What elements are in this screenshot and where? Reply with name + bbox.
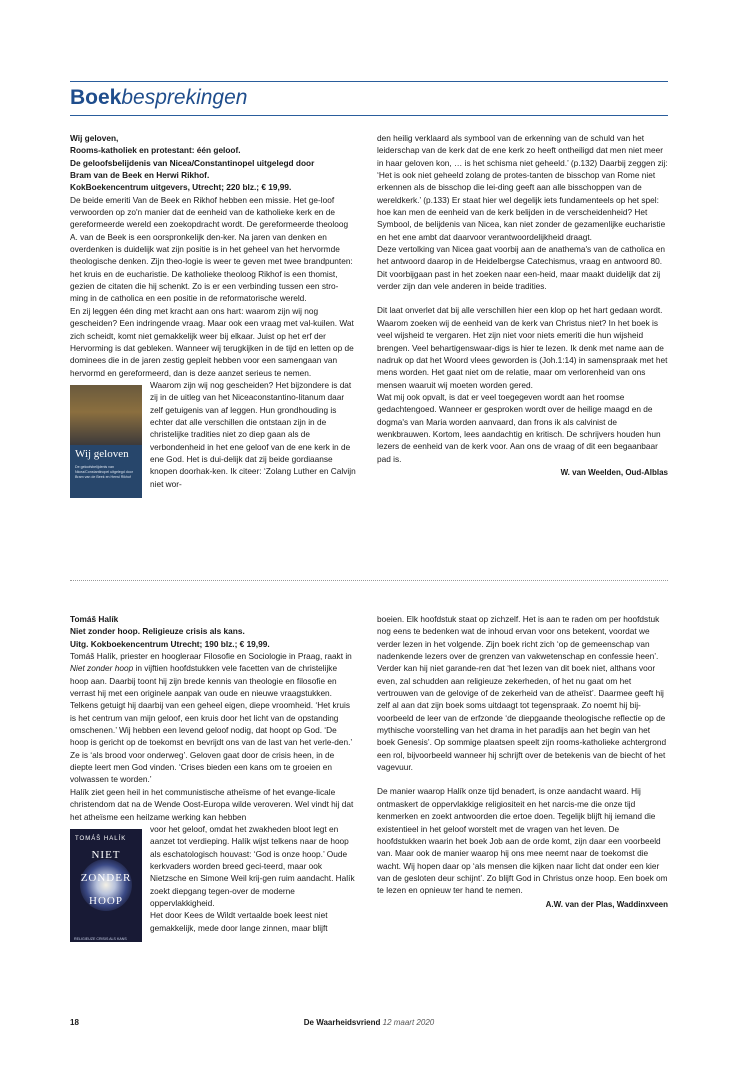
review1-title-line: Wij geloven, bbox=[70, 133, 119, 143]
review2-publisher-line: Uitg. Kokboekencentrum Utrecht; 190 blz.; € 19,99. bbox=[70, 638, 270, 649]
review-separator bbox=[70, 580, 668, 581]
review2-paragraph: De manier waarop Halík onze tijd benadert, is onze aandacht waard. Hij ontmaskert de oppervlakkige religiositeit en het narcis-me die onze tijd kenmerken en zoekt antwoorden die ertoe doen. Tegelijk blijft hij iemand die existentieel in het geloof worstelt met de vragen van het leven. De hoofdstukken waarin het boek Job aan de orde komt, zijn daar een voorbeeld van. Maar ook de manier waarop hij ons mee neemt naar de toekomst die wacht. Wij hopen daar op ‘als mensen die kijken naar licht dat onder een kier van de gesloten deur schijnt’. Zo blijft God in Christus onze hoop. Een boek om te lezen en opnieuw ter hand te nemen. bbox=[377, 786, 668, 896]
cover-title: Wij geloven bbox=[75, 447, 129, 460]
review2-left-column bbox=[70, 613, 356, 942]
review1-paragraph: En zij leggen één ding met kracht aan ons hart: waarom zijn wij nog gescheiden? Een indringende vraag. Maar ook een vraag met val-kuilen. Wat zich scheidt, komt niet gemakkelijk weer bij elkaar. Juist op het erf der Hervorming is dat gebleken. Wanneer wij terugkijken in de tijd en letten op de dominees die in de jaren zestig gepleit hebben voor een samengaan van hervormd en gereformeerd, dan is deze aanzet serieus te nemen. bbox=[70, 305, 354, 378]
review1-publisher-line: KokBoekencentrum uitgevers, Utrecht; 220 blz.; € 19,99. bbox=[70, 182, 292, 193]
review1-title-line: Bram van de Beek en Herwi Rikhof. bbox=[70, 170, 210, 181]
book-cover-image bbox=[70, 829, 142, 942]
section-heading-italic: besprekingen bbox=[121, 86, 248, 109]
review2-paragraph: Halík ziet geen heil in het communistische atheïsme of het evange-licale christendom dat na de Wende Oost-Europa wilde veroveren. Wel vindt hij dat het atheïsme een heilzame werking kan hebben bbox=[70, 786, 354, 822]
review1-paragraph: Dit laat onverlet dat bij alle verschillen hier een klop op het hart gedaan wordt. Waarom zoeken wij de eenheid van de kerk van Christus niet? In het boek is veel wijsheid te vergaren. Het zijn niet voor niets emeriti die hun wijsheid brengen. Veel behartigenswaar-digs is hier te lezen. Ik denk met name aan de nadruk op dat het Woord vlees geworden is (Joh.1:14) in samenspraak met het mens worden. Het gaat niet om de relatie, maar om verlorenheid van ons mensen waaruit wij moeten worden gered. bbox=[377, 305, 668, 390]
cover-title-word: HOOP bbox=[89, 894, 123, 907]
review1-left-column bbox=[70, 132, 356, 498]
page-number: 18 bbox=[70, 1018, 79, 1027]
review2-author: Tomáš Halík bbox=[70, 614, 119, 624]
review2-book-title: Niet zonder hoop bbox=[70, 663, 134, 674]
review2-paragraph: Het door Kees de Wildt vertaalde boek leest niet gemakkelijk, mede door lange zinnen, maar blijft bbox=[150, 910, 328, 933]
review1-right-column bbox=[377, 132, 668, 479]
review2-paragraph: voor het geloof, omdat het zwakheden bloot legt en aanzet tot verdieping. Halík wijst telkens naar de hoop als eschatologisch houvast: ‘God is onze hoop.’ Oude kerkvaders worden breed geci-teerd, maar ook Nietzsche en Simone Weil krij-gen ruim aandacht. Halík zoekt diepgang tegen-over de moderne oppervlakkigheid. bbox=[150, 823, 355, 908]
review2-wrap-text bbox=[150, 823, 356, 942]
review2-right-column bbox=[377, 613, 668, 911]
cover-artwork bbox=[70, 385, 142, 445]
review1-paragraph: De beide emeriti Van de Beek en Rikhof hebben een missie. Het ge-loof verwoorden op zo'n manier dat de eenheid van de katholieke kerk en de gereformeerde wereld een zoekopdracht wordt. De gereformeerde theoloog A. van de Beek is een oorspronkelijk den-ker. Na jaren van denken en overdenken is duidelijk wat zijn positie is in het geheel van het hervormde theologische denken. Zijn theo-logie is weer te geven met twee brandpunten: het kruis en de eucharistie. De katholieke theoloog Rikhof is een thomist, gezien de citaten die hij schenkt. Zo is er een verbinding tussen een stro-ming in de catholica en een positie in de reformatorische wereld. bbox=[70, 194, 353, 304]
cover-author: TOMÁŠ HALÍK bbox=[75, 835, 127, 842]
review1-paragraph: Waarom zijn wij nog gescheiden? Het bijzondere is dat zij in de uitleg van het Niceaconstantino-litanum daar zelf getuigenis van af leggen. Hun grondhouding is echter dat alle verschillen die ontstaan zijn in de christelijke tradities niet zo diep gaan als de verbondenheid in het ene geloof van de ene kerk in de ene God. Het is dui-delijk dat zij beide gordiaanse knopen doorhak-ken. Ik citeer: ‘Zolang Luther en Calvijn niet wor- bbox=[150, 379, 356, 489]
review1-title-line: De geloofsbelijdenis van Nicea/Constantinopel uitgelegd door bbox=[70, 157, 315, 168]
book-cover-image bbox=[70, 385, 142, 498]
review2-signature: A.W. van der Plas, Waddinxveen bbox=[545, 899, 668, 909]
footer-publication bbox=[0, 1018, 738, 1027]
review2-text: in vijftien hoofdstukken vele facetten van de christelijke hoop aan. Daarbij toont hij zijn brede kennis van theologie en filosofie en verrast hij met een originele aanpak van oude en nieuwe vraagstukken. Telkens getuigt hij daarbij van een geheel eigen, diepe vroomheid. ‘Het kruis is het centrum van mijn geloof, een kruis door het licht van de opstanding omschenen.’ Wij hebben een levend geloof nodig, dat hoopt op God. ‘De hoop is gericht op de toekomst en bevrijdt ons van de last van het verle-den.’ Ze is ‘als brood voor onderweg’. Geloven gaat door de crisis heen, in de diepte leert men God vinden. ‘Crises bieden een kans om te groeien en volwassen te worden.’ bbox=[70, 663, 352, 785]
review2-paragraph bbox=[70, 650, 356, 786]
review1-signature: W. van Weelden, Oud-Alblas bbox=[560, 467, 668, 477]
review1-paragraph: den heilig verklaard als symbool van de erkenning van de schuld van het leiderschap van de kerk dat de ene kerk zo heeft ontheiligd dat men niet meer in haar geloven kon, … is het schisma niet geheeld.’ (p.132) Daarbij zeggen zij: ‘Het is ook niet geheeld zolang de protes-tanten de bisschop van Rome niet erkennen als de bisschop die lei-ding geeft aan alle bisschoppen van de wereldkerk.’ (p.133) Er staat hier wel degelijk iets fundamenteels op het spel: hoe kan men de eenheid van de kerk belijden in de verscheidenheid? Het Symbool, de belijdenis van Nicea, kan niet zonder de gezamenlijke eucharistie en het ene ambt dat daarvoor verantwoordelijkheid draagt. bbox=[377, 133, 668, 242]
review2-cover-wrap bbox=[70, 823, 356, 942]
section-heading-bold: Boek bbox=[70, 86, 122, 109]
paragraph-gap bbox=[377, 773, 668, 785]
review2-paragraph: boeien. Elk hoofdstuk staat op zichzelf. Het is aan te raden om per hoofdstuk nog eens te bedenken wat de inhoud ervan voor ons betekent, voordat we verder lezen in het volgende. Zijn boek richt zich ‘op de gemeenschap van nadenkende lezers over de grenzen van vakwetenschap en confessie heen’. Verder kan hij niet garande-ren dat ‘het lezen van dit boek niet, althans voor even, zal schudden aan religieuze zekerheden, of het nu gaat om het vertrouwen van de gelovige of de zekerheid van de atheïst’. Daarmee geeft hij zelf al aan dat zijn boek soms uitdaagt tot tegenspraak. Zo noemt hij bij-voorbeeld de leer van de erfzonde ‘de diepgaande theologische reflectie op de mythische voorstelling van het drama in het paradijs aan het begin van het boek Genesis’. Op sommige plaatsen speelt zijn rooms-katholieke achtergrond een rol, bijvoorbeeld wanneer hij schrijft over de betekenis van de biecht of het vagevuur. bbox=[377, 614, 667, 773]
review1-cover-wrap bbox=[70, 379, 356, 498]
review2-text: Tomáš Halík, priester en hoogleraar Filosofie en Sociologie in Praag, raakt in bbox=[70, 651, 352, 662]
cover-subtitle: RELIGIEUZE CRISIS ALS KANS bbox=[74, 936, 127, 941]
header-rule-top bbox=[70, 81, 668, 82]
review1-title-line: Rooms-katholiek en protestant: één geloof. bbox=[70, 145, 241, 156]
publication-name: De Waarheidsvriend bbox=[303, 1018, 381, 1027]
cover-title-word: ZONDER bbox=[80, 871, 132, 884]
publication-date: 12 maart 2020 bbox=[382, 1018, 435, 1027]
cover-title-word: NIET bbox=[91, 848, 121, 861]
cover-subtitle: De geloofsbelijdenis van Nicea/Constantinopel uitgelegd door Bram van de Beek en Herwi Rikhof bbox=[75, 464, 133, 479]
review2-title-line: Niet zonder hoop. Religieuze crisis als kans. bbox=[70, 626, 245, 637]
section-heading bbox=[70, 84, 247, 112]
review1-paragraph: Wat mij ook opvalt, is dat er veel toegegeven wordt aan het roomse gedachtengoed. Wanneer er gesproken wordt over de heilige maagd en de dogma's van Maria worden aanvaard, dan frons ik als calvinist de wenkbrauwen. Kortom, lees aandachtig en kritisch. De schrijvers houden hun lezers de eenheid van de kerk voor. Aan ons de vraag of dit een begaanbaar pad is. bbox=[377, 391, 661, 464]
header-rule-bottom bbox=[70, 115, 668, 116]
review1-paragraph: Deze vertolking van Nicea gaat voorbij aan de anathema's van de catholica en het antwoord daarop in de Heidelbergse Catechismus, vraag en antwoord 80. Dit voorbijgaan past in het zoeken naar een-heid, maar maakt duidelijk dat zij verder zijn dan vele anderen in beide tradities. bbox=[377, 244, 666, 292]
paragraph-gap bbox=[377, 292, 668, 304]
